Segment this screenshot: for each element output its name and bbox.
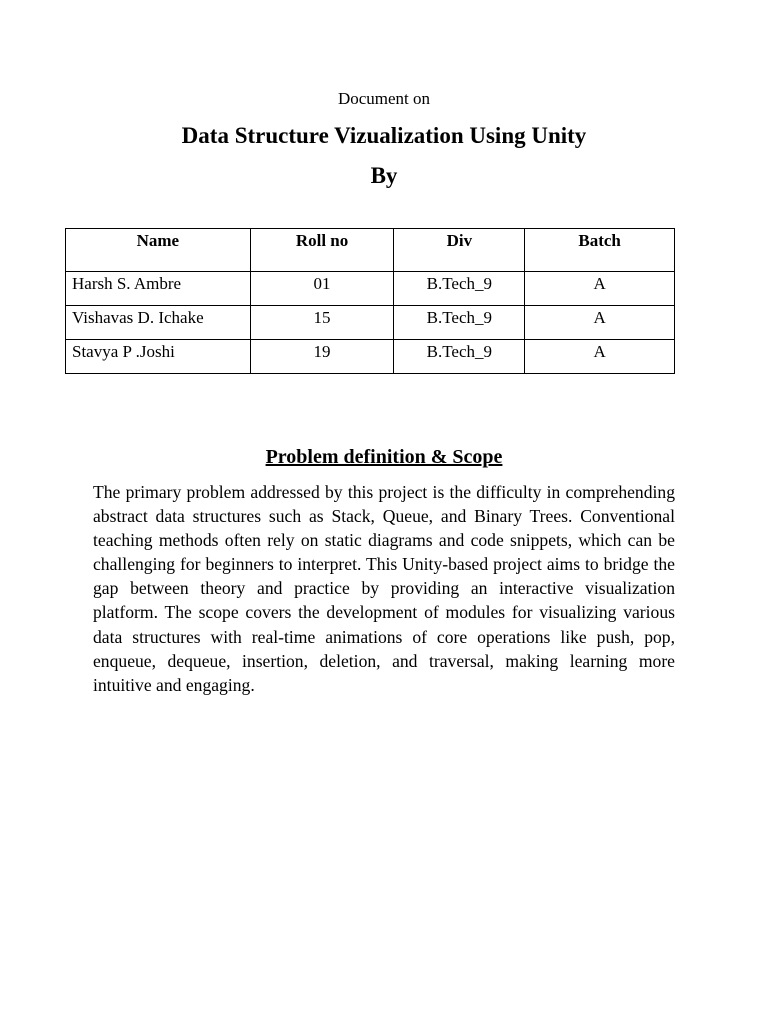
document-pretitle: Document on [337,89,431,108]
cell-div: B.Tech_9 [394,306,525,340]
table-row [66,272,675,306]
members-table [65,228,675,374]
cell-div: B.Tech_9 [394,272,525,306]
table-row [66,340,675,374]
cell-batch: A [525,272,675,306]
cell-roll-no: 01 [250,272,394,306]
cell-batch: A [525,306,675,340]
section-heading: Problem definition & Scope [265,446,503,468]
table-row [66,306,675,340]
document-by-label: By [370,163,398,188]
document-title: Data Structure Vizualization Using Unity [181,123,587,148]
table-header-row [66,229,675,272]
cell-roll-no: 15 [250,306,394,340]
cell-name: Stavya P .Joshi [66,340,251,374]
header-batch: Batch [525,229,675,272]
cell-name: Vishavas D. Ichake [66,306,251,340]
header-roll-no: Roll no [250,229,394,272]
cell-name: Harsh S. Ambre [66,272,251,306]
header-div: Div [394,229,525,272]
cell-roll-no: 19 [250,340,394,374]
header-name: Name [66,229,251,272]
section-paragraph: The primary problem addressed by this project is the difficulty in comprehending abstract data structures such as Stack, Queue, and Binary Trees. Conventional teaching methods often rely on static diagrams and code snippets, which can be challenging for beginners to interpret. This Unity-based project aims to bridge the gap between theory and practice by providing an interactive visualization platform. The scope covers the development of modules for visualizing various data structures with real-time animations of core operations like push, pop, enqueue, dequeue, insertion, deletion, and traversal, making learning more intuitive and engaging. [93,482,675,695]
cell-batch: A [525,340,675,374]
cell-div: B.Tech_9 [394,340,525,374]
